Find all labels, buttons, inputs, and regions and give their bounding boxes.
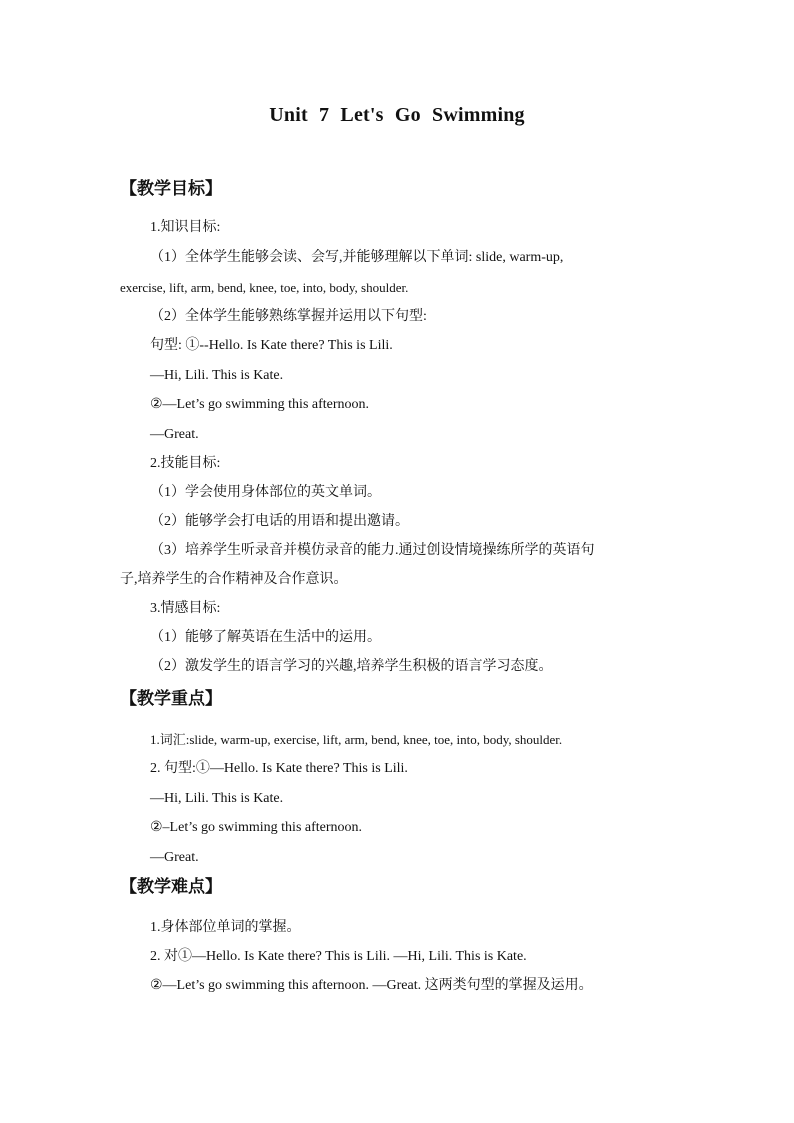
section-heading-goals: 【教学目标】 [120, 179, 222, 199]
goals-line-15: （1）能够了解英语在生活中的运用。 [150, 630, 381, 645]
difficulties-line-3: ②—Let’s go swimming this afternoon. —Great. 这两类句型的掌握及运用。 [150, 978, 593, 993]
key-points-line-2: 2. 句型:①—Hello. Is Kate there? This is Lili. [150, 761, 408, 776]
goals-line-4: （2）全体学生能够熟练掌握并运用以下句型: [150, 309, 427, 324]
goals-line-8: —Great. [150, 427, 199, 442]
key-points-line-1: 1.词汇:slide, warm-up, exercise, lift, arm, bend, knee, toe, into, body, shoulder. [150, 732, 563, 747]
goals-line-9: 2.技能目标: [150, 456, 221, 471]
goals-line-10: （1）学会使用身体部位的英文单词。 [150, 485, 381, 500]
page-title: Unit 7 Let's Go Swimming [269, 104, 525, 126]
goals-line-11: （2）能够学会打电话的用语和提出邀请。 [150, 514, 409, 529]
difficulties-line-2: 2. 对①—Hello. Is Kate there? This is Lili. —Hi, Lili. This is Kate. [150, 949, 527, 964]
section-heading-key-points: 【教学重点】 [120, 689, 222, 709]
goals-line-12: （3）培养学生听录音并模仿录音的能力.通过创设情境操练所学的英语句 [150, 543, 595, 558]
goals-line-5: 句型: ①--Hello. Is Kate there? This is Lili. [150, 338, 393, 353]
section-heading-difficulties: 【教学难点】 [120, 877, 222, 897]
goals-line-14: 3.情感目标: [150, 601, 221, 616]
goals-line-2: （1）全体学生能够会读、会写,并能够理解以下单词: slide, warm-up, [150, 250, 564, 265]
goals-line-6: —Hi, Lili. This is Kate. [150, 368, 284, 383]
key-points-line-3: —Hi, Lili. This is Kate. [150, 791, 284, 806]
goals-line-1: 1.知识目标: [150, 220, 221, 235]
goals-line-3: exercise, lift, arm, bend, knee, toe, into, body, shoulder. [120, 280, 409, 295]
goals-line-13: 子,培养学生的合作精神及合作意识。 [120, 572, 348, 587]
goals-line-7: ②—Let’s go swimming this afternoon. [150, 397, 370, 412]
difficulties-line-1: 1.身体部位单词的掌握。 [150, 920, 301, 935]
key-points-line-5: —Great. [150, 850, 199, 865]
key-points-line-4: ②–Let’s go swimming this afternoon. [150, 820, 363, 835]
goals-line-16: （2）激发学生的语言学习的兴趣,培养学生积极的语言学习态度。 [150, 659, 553, 674]
